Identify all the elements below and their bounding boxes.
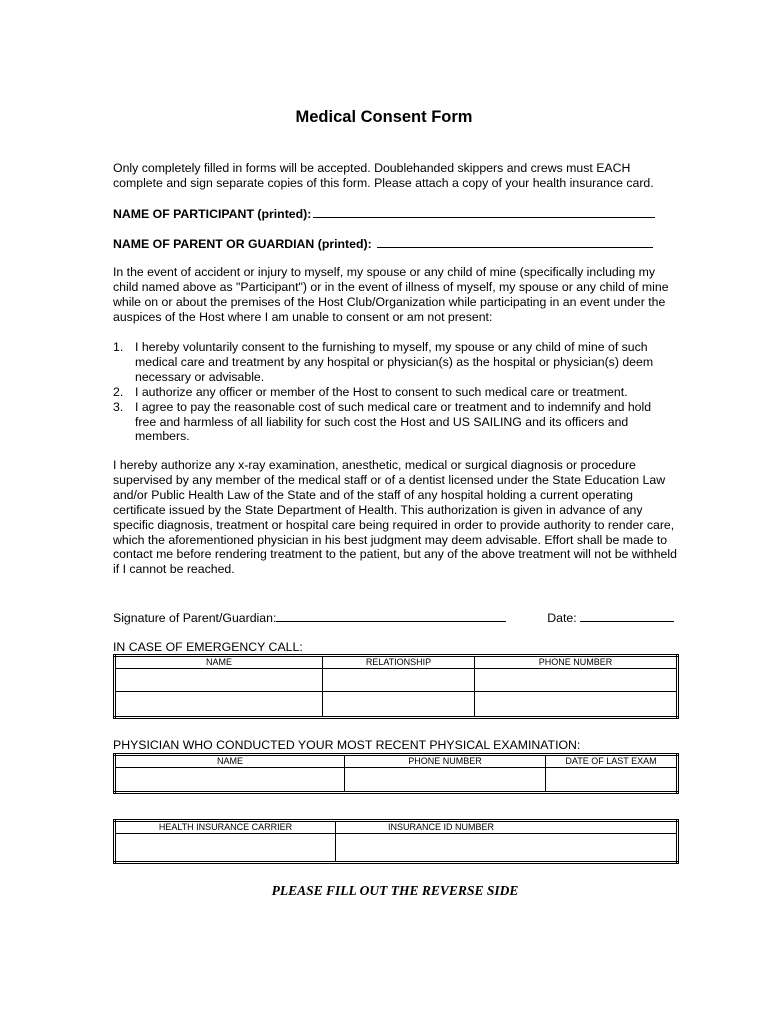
physician-phone-cell[interactable] [345, 768, 546, 793]
table-header-phone: PHONE NUMBER [345, 755, 546, 768]
signature-row [113, 609, 678, 625]
insurance-carrier-cell[interactable] [115, 834, 336, 863]
list-item-number: 3. [113, 399, 124, 414]
physician-name-cell[interactable] [115, 768, 345, 793]
page-title: Medical Consent Form [295, 108, 473, 126]
table-header-phone: PHONE NUMBER [475, 656, 678, 669]
list-item [113, 340, 673, 385]
emergency-phone-cell[interactable] [475, 669, 678, 692]
participant-name-label: NAME OF PARTICIPANT (printed): [113, 207, 312, 221]
table-row [115, 768, 678, 793]
table-header-exam-date: DATE OF LAST EXAM [546, 755, 678, 768]
emergency-contact-table [113, 654, 679, 719]
table-row [115, 669, 678, 692]
physician-table [113, 753, 679, 794]
participant-name-field [113, 205, 655, 221]
guardian-name-label: NAME OF PARENT OR GUARDIAN (printed): [113, 237, 372, 251]
list-item-number: 1. [113, 340, 124, 354]
emergency-relationship-cell[interactable] [323, 692, 475, 718]
consent-paragraph-2: I hereby authorize any x-ray examination, anesthetic, medical or surgical diagnosis or procedure supervised by any member of the medical staff or of a dentist licensed under the State Education Law and/or Public Health Law of the State and of the staff of any hospital holding a current operating certificate issued by the State Department of Health. This authorization is given in advance of any specific diagnosis, treatment or hospital care being required in order to provide authority to render care, which the aforementioned physician in his best judgment may deem advisable. Effort shall be made to contact me before rendering treatment to the patient, but any of the above treatment will not be withheld if I cannot be reached. [113, 458, 677, 577]
guardian-name-blank[interactable] [377, 235, 653, 248]
table-header-relationship: RELATIONSHIP [323, 656, 475, 669]
table-header-name: NAME [115, 755, 345, 768]
list-item-text: I authorize any officer or member of the Host to consent to such medical care or treatment. [135, 384, 628, 399]
date-label: Date: [547, 611, 577, 625]
reverse-side-note: PLEASE FILL OUT THE REVERSE SIDE [271, 883, 519, 898]
table-header-carrier: HEALTH INSURANCE CARRIER [115, 821, 336, 834]
list-item-text: I agree to pay the reasonable cost of such medical care or treatment and to indemnify and hold free and harmless of all liability for such cost the Host and US SAILING and its officers and members. [135, 399, 652, 444]
emergency-heading: IN CASE OF EMERGENCY CALL: [113, 640, 303, 654]
physician-exam-date-cell[interactable] [546, 768, 678, 793]
intro-text: Only completely filled in forms will be accepted. Doublehanded skippers and crews must EACH complete and sign separate copies of this form. Please attach a copy of your health insurance card. [113, 161, 654, 190]
signature-label: Signature of Parent/Guardian: [113, 611, 277, 625]
physician-heading: PHYSICIAN WHO CONDUCTED YOUR MOST RECENT PHYSICAL EXAMINATION: [113, 738, 581, 752]
table-row [115, 834, 678, 863]
consent-paragraph-1: In the event of accident or injury to myself, my spouse or any child of mine (specifically including my child named above as "Participant") or in the event of illness of myself, my spouse or any child of mine while on or about the premises of the Host Club/Organization while participating in an event under the auspices of the Host where I am unable to consent or am not present: [113, 265, 669, 324]
emergency-relationship-cell[interactable] [323, 669, 475, 692]
emergency-name-cell[interactable] [115, 669, 323, 692]
insurance-id-header-label: INSURANCE ID NUMBER [388, 822, 495, 832]
list-item-text: I hereby voluntarily consent to the furnishing to myself, my spouse or any child of mine of such medical care and treatment by any hospital or physician(s) as the hospital or physician(s) deem necessary or advisable. [135, 340, 654, 384]
table-header-name: NAME [115, 656, 323, 669]
guardian-name-field [113, 235, 653, 251]
participant-name-blank[interactable] [313, 205, 655, 218]
emergency-phone-cell[interactable] [475, 692, 678, 718]
emergency-name-cell[interactable] [115, 692, 323, 718]
insurance-id-cell[interactable] [336, 834, 678, 863]
insurance-table [113, 819, 679, 864]
date-blank[interactable] [580, 609, 674, 622]
list-item [113, 385, 673, 400]
table-row [115, 692, 678, 718]
signature-blank[interactable] [276, 609, 506, 622]
consent-items-list [113, 340, 673, 444]
list-item-number: 2. [113, 384, 124, 399]
list-item [113, 400, 673, 445]
table-header-insurance-id [336, 821, 678, 834]
